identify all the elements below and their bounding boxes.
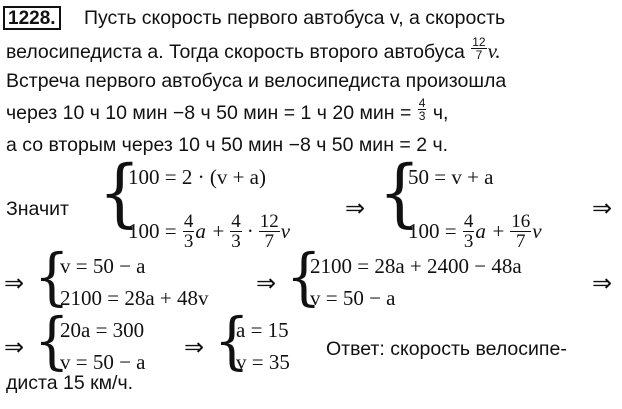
system6-eq1: a = 15 xyxy=(236,318,289,342)
implies-arrow: ⇒ xyxy=(256,271,277,297)
system4-eq2: v = 50 − a xyxy=(310,286,396,310)
fraction-4-3: $\frac{4}{3}$ xyxy=(418,96,426,124)
system5-eq2: v = 50 − a xyxy=(60,350,146,374)
brace-icon: { xyxy=(378,150,421,236)
system3-eq1: v = 50 − a xyxy=(60,254,146,278)
system2-eq1: 50 = v + a xyxy=(408,165,494,189)
fraction-12-7: $\frac{12}{7}$ xyxy=(472,35,486,63)
brace-icon: { xyxy=(285,240,322,313)
text-line-1: Пусть скорость первого автобуса v, а скорость xyxy=(84,7,506,29)
brace-icon: { xyxy=(98,150,141,236)
brace-icon: { xyxy=(33,240,70,313)
system4-eq1: 2100 = 28a + 2400 − 48a xyxy=(310,254,522,278)
implies-arrow: ⇒ xyxy=(345,196,366,222)
answer-line-1: Ответ: скорость велосипе- xyxy=(326,338,567,360)
text-line-3: Встреча первого автобуса и велосипедиста произошла xyxy=(6,70,507,92)
implies-arrow: ⇒ xyxy=(592,271,613,297)
system1-eq1: 100 = 2 · (v + a) xyxy=(128,165,266,189)
text-line-2: велосипедиста a. Тогда скорость второго автобуса $\frac{12}{7}$ v. xyxy=(6,35,501,63)
implies-arrow: ⇒ xyxy=(4,335,25,361)
implies-arrow: ⇒ xyxy=(184,335,205,361)
implies-arrow: ⇒ xyxy=(4,271,25,297)
system6-eq2: v = 35 xyxy=(236,350,290,374)
system3-eq2: 2100 = 28a + 48v xyxy=(60,286,209,310)
text-line-4: через 10 ч 10 мин −8 ч 50 мин = 1 ч 20 мин = $\frac{4}{3}$ ч, xyxy=(6,96,449,124)
text-line-5: а со вторым через 10 ч 50 мин −8 ч 50 мин = 2 ч. xyxy=(6,134,449,156)
brace-icon: { xyxy=(213,304,250,377)
implies-arrow: ⇒ xyxy=(592,196,613,222)
system2-eq2: 100 = $\frac{4}{3}$ a + $\frac{16}{7}$ v xyxy=(408,211,542,252)
system1-eq2: 100 = $\frac{4}{3}$ a + $\frac{4}{3}$ · $\frac{12}{7}$ v xyxy=(128,211,291,252)
znachit-label: Значит xyxy=(6,198,69,220)
answer-line-2: диста 15 км/ч. xyxy=(6,372,134,394)
problem-number: 1228. xyxy=(3,6,61,30)
brace-icon: { xyxy=(33,304,70,377)
system5-eq1: 20a = 300 xyxy=(60,318,145,342)
